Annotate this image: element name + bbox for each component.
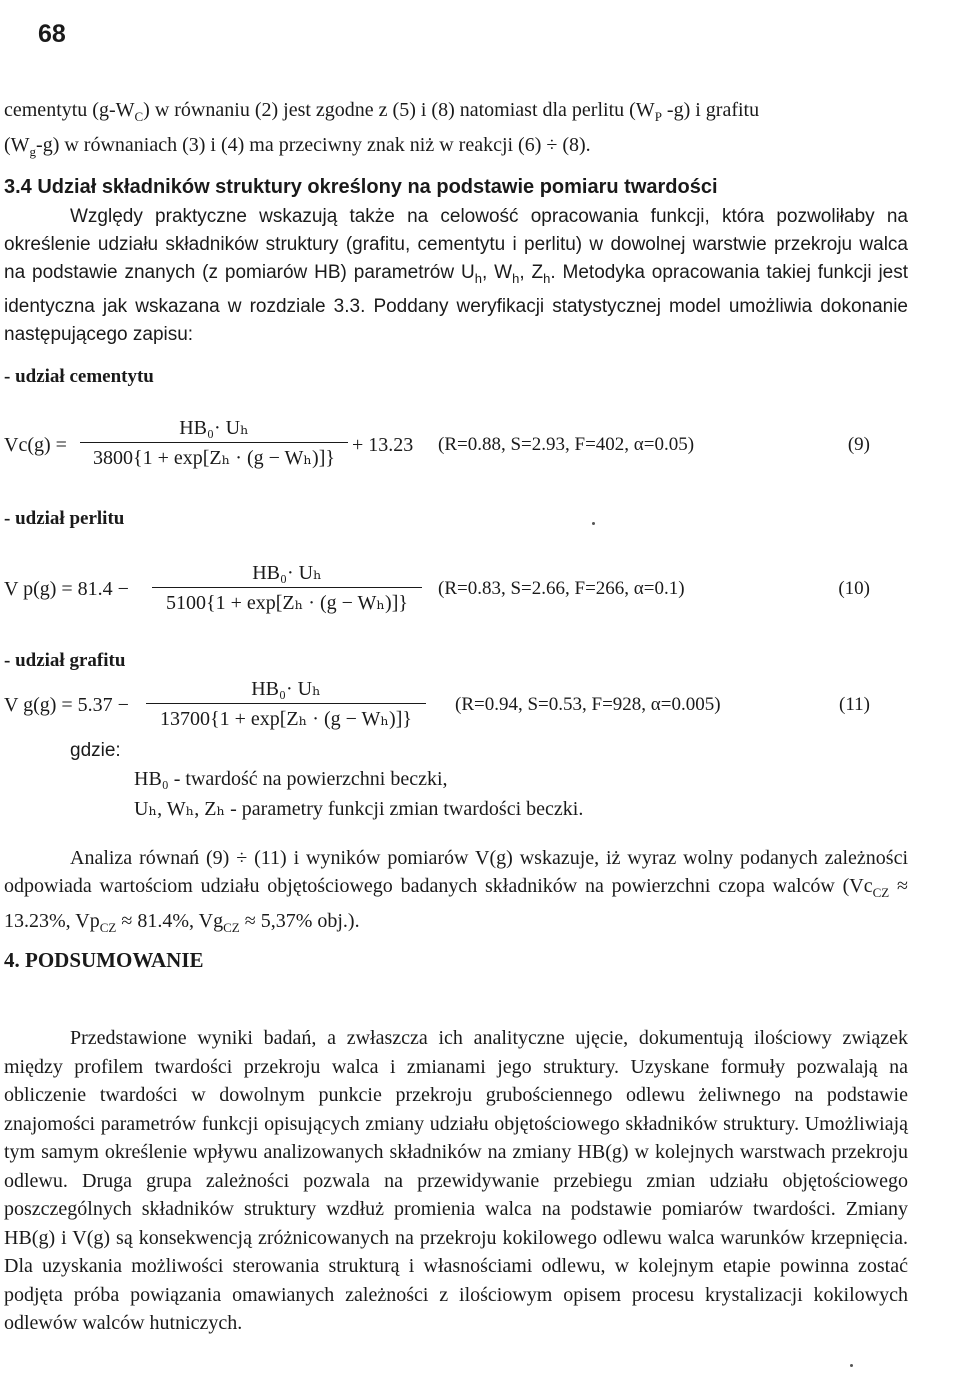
eq9-lhs: Vc(g) =	[4, 434, 67, 456]
eq9-stats: (R=0.88, S=2.93, F=402, α=0.05)	[438, 434, 695, 455]
pearlite-label: - udział perlitu	[4, 508, 125, 529]
scan-speck	[850, 1364, 853, 1367]
eq10-numerator: HB₀· Uₕ	[252, 562, 322, 584]
eq9-number: (9)	[847, 434, 870, 455]
eq11-lhs: V g(g) = 5.37 −	[4, 694, 129, 716]
analysis-paragraph: Analiza równań (9) ÷ (11) i wyników pomiarów V(g) wskazuje, iż wyraz wolny podanych zależności odpowiada wartościom udziału objętościowego badanych składników na powierzchni czopa walców ($Vc_{CZ} \approx 13.23\%$, $Vp_{CZ} \approx 81.4\%$, $Vg_{CZ} \approx 5,37\%$ obj.).	[4, 847, 909, 935]
legend-hb0: HB₀ - twardość na powierzchni beczki,	[134, 768, 448, 790]
page-number: 68	[38, 20, 66, 48]
eq9-constant: + 13.23	[352, 434, 414, 456]
eq11-stats: (R=0.94, S=0.53, F=928, α=0.005)	[455, 694, 721, 715]
section-3-4-heading: 3.4 Udział składników struktury określony na podstawie pomiaru twardości	[4, 176, 718, 198]
scan-speck	[592, 522, 595, 525]
eq9-denominator: 3800{1 + exp[Zₕ · (g − Wₕ)]}	[93, 447, 335, 469]
section-4-heading: 4. PODSUMOWANIE	[4, 948, 204, 972]
eq10-denominator: 5100{1 + exp[Zₕ · (g − Wₕ)]}	[166, 592, 408, 614]
eq11-denominator: 13700{1 + exp[Zₕ · (g − Wₕ)]}	[160, 708, 412, 730]
summary-paragraph: Przedstawione wyniki badań, a zwłaszcza ich analityczne ujęcie, dokumentują ilościowy związek między profilem twardości przekroju walca i zmianami jego struktury. Uzyskane formuły pozwalają na obliczenie twardości w dowolnym punkcie przekroju grubościennego odlewu żeliwnego na podstawie znajomości parametrów funkcji opisujących zmiany udziału objętościowego składników struktury. Umożliwiają tym samym określenie wpływu analizowanych składników na zmiany HB(g) w kolejnych warstwach przekroju odlewu. Druga grupa zależności pozwala na przewidywanie przebiegu zmian udziału objętościowego poszczególnych składników struktury wzdłuż promienia walca na podstawie pomiarów twardości. Zmiany HB(g) i V(g) są konsekwencją zróżnicowanych na przekroju kokilowego odlewu walca warunków krzepnięcia. Dla uzyskania możliwości sterowania strukturą i własnościami odlewu, w kolejnym etapie powinna zostać podjęta próba powiązania omawianych zależności z ilościowym opisem procesu krystalizacji kokilowych odlewów walców hutniczych.	[4, 1027, 908, 1334]
legend-params: Uₕ, Wₕ, Zₕ - parametry funkcji zmian twardości beczki.	[134, 798, 584, 820]
intro-paragraph: cementytu $(g-W_C)$ w równaniu (2) jest zgodne z (5) i (8) natomiast dla perlitu ($W_P$ -g) i grafitu $(W_g-g)$ w równaniach (3) i (4) ma przeciwny znak niż w reakcji (6) ÷ (8).	[4, 99, 760, 159]
where-label: gdzie:	[70, 740, 121, 761]
eq11-number: (11)	[839, 694, 870, 715]
eq9-numerator: HB₀· Uₕ	[179, 417, 249, 439]
section-3-4-paragraph: Względy praktyczne wskazują także na celowość opracowania funkcji, która pozwoliłaby na określenie udziału składników struktury (grafitu, cementytu i perlitu) w dowolnej warstwie przekroju walca na podstawie znanych (z pomiarów HB) parametrów $U_h$, $W_h$, $Z_h$. Metodyka opracowania takiej funkcji jest identyczna jak wskazana w rozdziale 3.3. Poddany weryfikacji statystycznej model umożliwia dokonanie następującego zapisu:	[4, 206, 909, 345]
eq11-fraction	[146, 676, 426, 731]
cementite-label: - udział cementytu	[4, 366, 154, 387]
eq10-lhs: V p(g) = 81.4 −	[4, 578, 129, 600]
graphite-label: - udział grafitu	[4, 650, 126, 671]
eq9-fraction	[80, 415, 348, 470]
eq11-numerator: HB₀· Uₕ	[251, 678, 321, 700]
eq10-fraction	[152, 560, 422, 615]
eq10-stats: (R=0.83, S=2.66, F=266, α=0.1)	[438, 578, 685, 599]
eq10-number: (10)	[838, 578, 870, 599]
